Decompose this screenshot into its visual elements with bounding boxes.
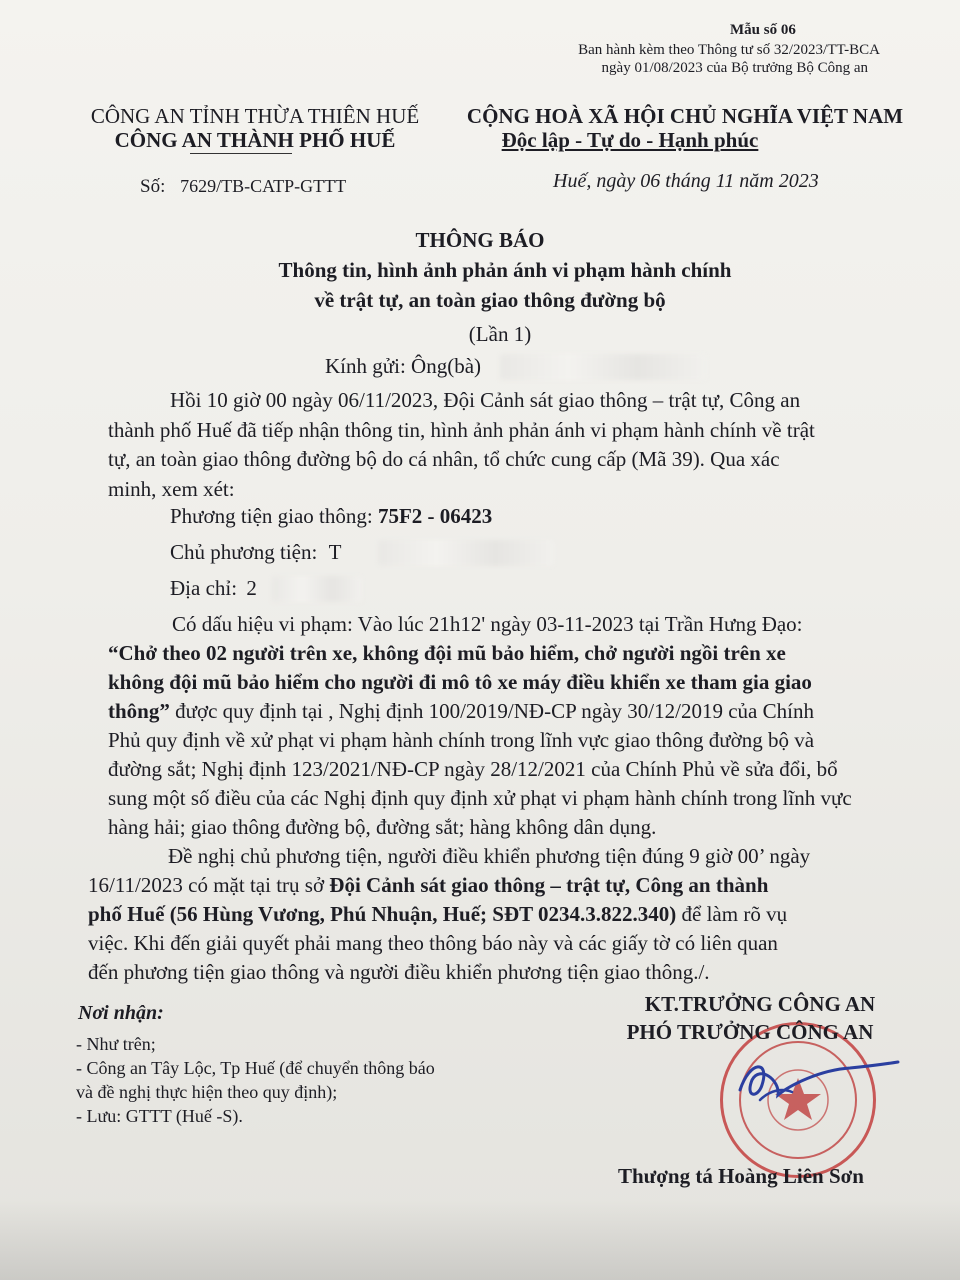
owner-value: T <box>328 540 342 564</box>
violation-paragraph: Có dấu hiệu vi phạm: Vào lúc 21h12' ngày 03-11-2023 tại Trần Hưng Đạo: “Chở theo 02 người trên xe, không đội mũ bảo hiểm, chở người ngồi trên xe không đội mũ bảo hiểm cho người đi mô tô xe máy điều khiển xe tham gia giao thông” được quy định tại , Nghị định 100/2019/NĐ-CP ngày 30/12/2019 của Chính Phủ quy định về xử phạt vi phạm hành chính trong lĩnh vực giao thông đường bộ và đường sắt; Nghị định 123/2021/NĐ-CP ngày 28/12/2021 của Chính Phủ về sửa đổi, bổ sung một số điều của các Nghị định quy định xử phạt vi phạm hành chính trong lĩnh vực hàng hải; giao thông đường bộ, đường sắt; hàng không dân dụng. <box>108 612 852 839</box>
redacted-name <box>500 354 706 380</box>
vehicle-line <box>170 504 492 529</box>
form-issued-line-1: Ban hành kèm theo Thông tư số 32/2023/TT-BCA <box>578 42 880 58</box>
notice-title: THÔNG BÁO <box>415 228 545 252</box>
signer-on-behalf: KT.TRƯỞNG CÔNG AN <box>644 992 876 1016</box>
recipients-list <box>76 1032 435 1128</box>
issuer-underline <box>190 153 292 154</box>
state-name: CỘNG HOÀ XÃ HỘI CHỦ NGHĨA VIỆT NAM <box>466 104 904 128</box>
owner-line <box>170 540 341 565</box>
address-value: 2 <box>246 576 257 600</box>
addressee: Kính gửi: Ông(bà) <box>325 354 482 378</box>
redacted-owner <box>378 540 554 566</box>
signature <box>700 1040 900 1120</box>
issuer-unit: CÔNG AN THÀNH PHỐ HUẾ <box>114 128 396 152</box>
recipient-item: và đề nghị thực hiện theo quy định); <box>76 1082 338 1102</box>
document-number-value: 7629/TB-CATP-GTTT <box>180 176 347 196</box>
redacted-address <box>272 576 362 602</box>
address-line <box>170 576 257 601</box>
signer-name: Thượng tá Hoàng Liên Sơn <box>618 1164 864 1188</box>
request-paragraph: Đề nghị chủ phương tiện, người điều khiển phương tiện đúng 9 giờ 00’ ngày 16/11/2023 có mặt tại trụ sở Đội Cảnh sát giao thông – trật tự, Công an thành phố Huế (56 Hùng Vương, Phú Nhuận, Huế; SĐT 0234.3.822.340) để làm rõ vụ việc. Khi đến giải quyết phải mang theo thông báo này và các giấy tờ có liên quan đến phương tiện giao thông và người điều khiển phương tiện giao thông./. <box>88 844 811 984</box>
vehicle-plate: 75F2 - 06423 <box>377 504 493 528</box>
intro-paragraph: Hồi 10 giờ 00 ngày 06/11/2023, Đội Cảnh sát giao thông – trật tự, Công an thành phố Huế đã tiếp nhận thông tin, hình ảnh phản ánh vi phạm hành chính về trật tự, an toàn giao thông đường bộ do cá nhân, tổ chức cung cấp (Mã 39). Qua xác minh, xem xét: <box>108 388 815 501</box>
notice-subtitle-1: Thông tin, hình ảnh phản ánh vi phạm hành chính <box>278 258 732 282</box>
recipient-item: - Công an Tây Lộc, Tp Huế (để chuyển thông báo <box>76 1058 435 1078</box>
vehicle-label: Phương tiện giao thông: <box>170 504 373 528</box>
document-number <box>140 176 346 198</box>
recipients-heading: Nơi nhận: <box>78 1002 164 1024</box>
recipient-item: - Như trên; <box>76 1034 156 1054</box>
state-motto: Độc lập - Tự do - Hạnh phúc <box>501 128 759 152</box>
form-issued-line-2: ngày 01/08/2023 của Bộ trưởng Bộ Công an <box>601 60 868 76</box>
notice-subtitle-2: về trật tự, an toàn giao thông đường bộ <box>314 288 666 312</box>
form-code: Mẫu số 06 <box>730 22 796 38</box>
document-number-label: Số: <box>140 176 166 197</box>
page-shadow <box>0 1200 960 1280</box>
signer-position: PHÓ TRƯỞNG CÔNG AN <box>626 1020 874 1044</box>
place-date: Huế, ngày 06 tháng 11 năm 2023 <box>553 170 819 192</box>
issuer-parent: CÔNG AN TỈNH THỪA THIÊN HUẾ <box>90 104 420 128</box>
owner-label: Chủ phương tiện: <box>170 540 318 564</box>
notice-round: (Lần 1) <box>468 322 532 346</box>
address-label: Địa chỉ: <box>170 576 238 600</box>
recipient-item: - Lưu: GTTT (Huế -S). <box>76 1106 243 1126</box>
